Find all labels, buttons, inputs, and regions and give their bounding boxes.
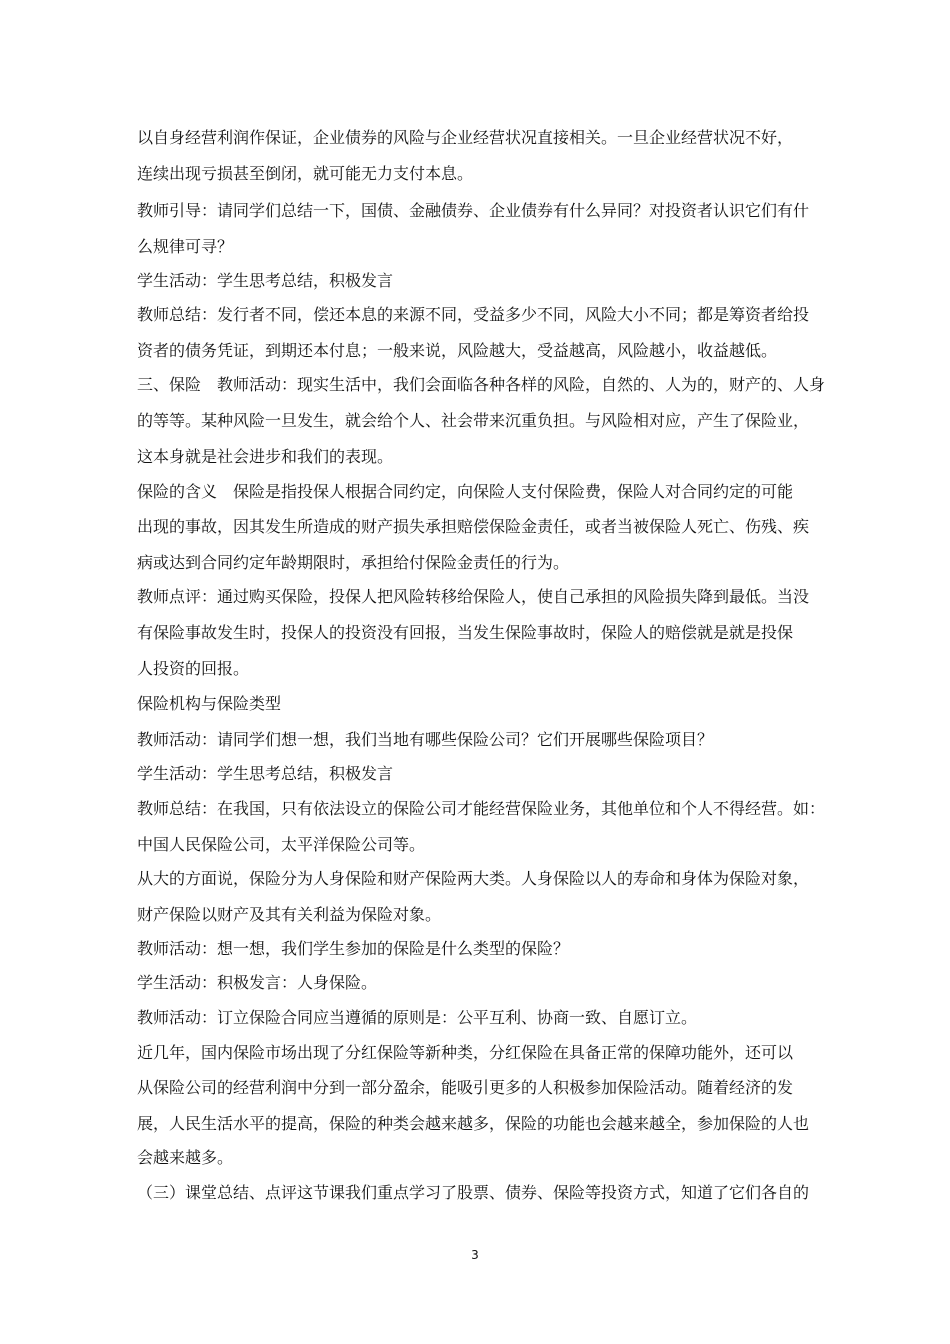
page-number: 3: [471, 1248, 479, 1262]
text-line: 保险的含义 保险是指投保人根据合同约定，向保险人支付保险费，保险人对合同约定的可能: [137, 482, 794, 501]
text-line: 展，人民生活水平的提高，保险的种类会越来越多，保险的功能也会越来越全，参加保险的人也: [137, 1114, 810, 1133]
text-line: 么规律可寻？: [137, 237, 234, 256]
text-line: 有保险事故发生时，投保人的投资没有回报，当发生保险事故时，保险人的赔偿就是就是投保: [137, 623, 794, 642]
text-line: 三、保险 教师活动：现实生活中，我们会面临各种各样的风险，自然的、人为的，财产的、人身: [137, 375, 826, 394]
text-line: 学生活动：学生思考总结，积极发言: [137, 764, 394, 783]
text-line: 会越来越多。: [137, 1148, 234, 1167]
text-line: 这本身就是社会进步和我们的表现。: [137, 447, 394, 466]
text-line: 教师引导：请同学们总结一下，国债、金融债券、企业债券有什么异同？对投资者认识它们有什: [137, 201, 810, 220]
text-line: 教师活动：订立保险合同应当遵循的原则是：公平互利、协商一致、自愿订立。: [137, 1008, 698, 1027]
text-line: （三）课堂总结、点评这节课我们重点学习了股票、债券、保险等投资方式，知道了它们各自的: [137, 1183, 810, 1202]
text-line: 学生活动：学生思考总结，积极发言: [137, 271, 394, 290]
text-line: 财产保险以财产及其有关利益为保险对象。: [137, 905, 442, 924]
text-line: 以自身经营利润作保证，企业债券的风险与企业经营状况直接相关。一旦企业经营状况不好，: [137, 128, 794, 147]
text-line: 中国人民保险公司，太平洋保险公司等。: [137, 835, 426, 854]
text-line: 人投资的回报。: [137, 659, 250, 678]
section-heading: 保险机构与保险类型: [137, 694, 282, 713]
text-line: 教师总结：在我国，只有依法设立的保险公司才能经营保险业务，其他单位和个人不得经营。如：: [137, 799, 826, 818]
text-line: 出现的事故，因其发生所造成的财产损失承担赔偿保险金责任，或者当被保险人死亡、伤残、疾: [137, 517, 810, 536]
text-line: 教师点评：通过购买保险，投保人把风险转移给保险人，使自己承担的风险损失降到最低。当没: [137, 587, 810, 606]
text-line: 学生活动：积极发言：人身保险。: [137, 973, 378, 992]
text-line: 教师活动：请同学们想一想，我们当地有哪些保险公司？它们开展哪些保险项目？: [137, 730, 714, 749]
text-line: 近几年，国内保险市场出现了分红保险等新种类，分红保险在具备正常的保障功能外，还可以: [137, 1043, 794, 1062]
text-line: 资者的债务凭证，到期还本付息；一般来说，风险越大，受益越高，风险越小，收益越低。: [137, 341, 778, 360]
text-line: 病或达到合同约定年龄期限时，承担给付保险金责任的行为。: [137, 553, 570, 572]
text-line: 的等等。某种风险一旦发生，就会给个人、社会带来沉重负担。与风险相对应，产生了保险业，: [137, 411, 810, 430]
text-line: 从保险公司的经营利润中分到一部分盈余，能吸引更多的人积极参加保险活动。随着经济的发: [137, 1078, 794, 1097]
text-line: 从大的方面说，保险分为人身保险和财产保险两大类。人身保险以人的寿命和身体为保险对象，: [137, 869, 810, 888]
text-line: 教师总结：发行者不同，偿还本息的来源不同，受益多少不同，风险大小不同；都是筹资者给投: [137, 305, 810, 324]
text-line: 教师活动：想一想，我们学生参加的保险是什么类型的保险？: [137, 939, 570, 958]
text-line: 连续出现亏损甚至倒闭，就可能无力支付本息。: [137, 164, 474, 183]
